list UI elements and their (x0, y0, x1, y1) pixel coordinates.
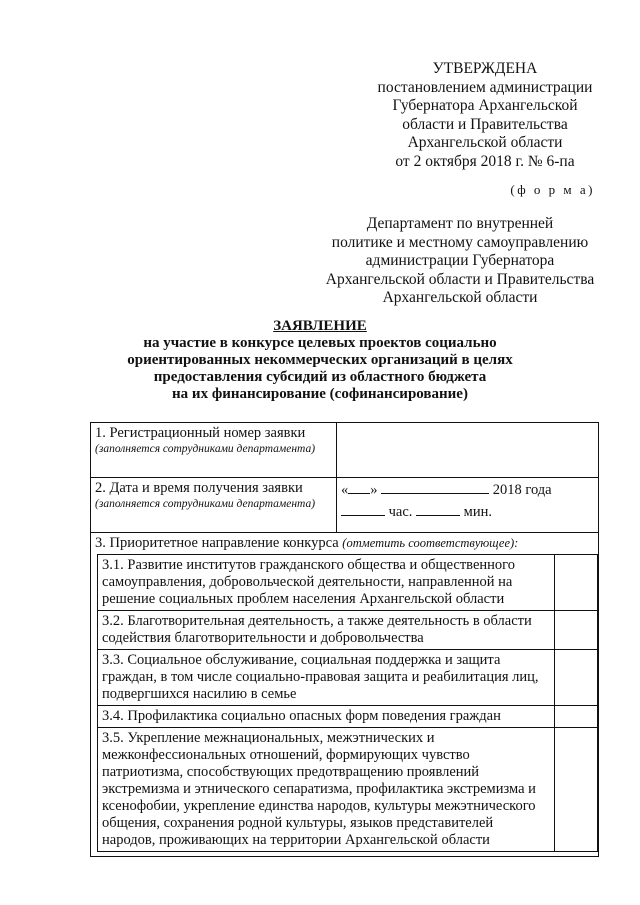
title-heading: ЗАЯВЛЕНИЕ (273, 318, 367, 334)
received-datetime-note: (заполняется сотрудниками департамента) (95, 498, 316, 510)
minutes-blank[interactable] (416, 502, 460, 516)
hours-text: час. (388, 504, 413, 520)
priority-options-table (97, 554, 598, 852)
priority-option-text: 3.2. Благотворительная деятельность, а также деятельность в области содействия благотворительности и добровольчества (98, 611, 555, 650)
date-line (341, 480, 594, 499)
priority-direction-label: 3. Приоритетное направление конкурса (95, 535, 339, 551)
approval-line: УТВЕРЖДЕНА (432, 60, 538, 77)
registration-number-label-cell (91, 423, 337, 478)
title-line: предоставления субсидий из областного бюджета (153, 369, 487, 385)
priority-option-row (98, 706, 598, 728)
addressee-line: Архангельской области и Правительства (325, 270, 595, 288)
priority-option-checkbox[interactable] (555, 728, 598, 852)
month-blank[interactable] (381, 480, 489, 494)
year-text: 2018 года (492, 482, 552, 498)
addressee-line: Архангельской области (382, 289, 538, 307)
day-blank[interactable] (348, 480, 370, 494)
received-datetime-field[interactable] (337, 478, 599, 533)
date-close-quote: » (370, 482, 378, 498)
priority-option-text: 3.1. Развитие институтов гражданского общества и общественного самоуправления, добровольческой деятельности, направленной на решение социальных проблем населения Архангельской области (98, 555, 555, 611)
priority-option-text: 3.3. Социальное обслуживание, социальная поддержка и защита граждан, в том числе социально-правовая защита и реабилитация лиц, подвергшихся насилию в семье (98, 650, 555, 706)
addressee-line: администрации Губернатора (365, 252, 555, 270)
addressee-block (320, 215, 600, 308)
priority-options-row (91, 554, 599, 857)
approval-line: области и Правительства (402, 115, 568, 133)
registration-number-row (91, 423, 599, 478)
received-datetime-row (91, 478, 599, 533)
title-line: на их финансирование (софинансирование) (172, 386, 468, 402)
approval-line: от 2 октября 2018 г. № 6-па (395, 152, 575, 170)
priority-option-checkbox[interactable] (555, 706, 598, 728)
priority-option-row (98, 611, 598, 650)
priority-option-checkbox[interactable] (555, 555, 598, 611)
approval-stamp (360, 60, 610, 172)
priority-option-text: 3.4. Профилактика социально опасных форм поведения граждан (98, 706, 555, 728)
addressee-line: Департамент по внутренней (366, 215, 554, 232)
priority-options-cell (91, 554, 599, 857)
priority-direction-header (91, 533, 599, 555)
registration-number-field[interactable] (337, 423, 599, 478)
form-label: (ф о р м а) (510, 182, 595, 197)
application-form-table (90, 422, 599, 857)
priority-option-text: 3.5. Укрепление межнациональных, межэтнических и межконфессиональных отношений, формирующих чувство патриотизма, способствующих предотвращению проявлений экстремизма и этнического сепаратизма, профилактика экстремизма и ксенофобии, укрепление единства народов, культуры межэтнического общения, сохранения родной культуры, языков представителей народов, проживающих на территории Архангельской области (98, 728, 555, 852)
document-title (80, 318, 560, 403)
approval-line: Губернатора Архангельской (392, 97, 578, 115)
title-line: ориентированных некоммерческих организаций в целях (127, 352, 513, 368)
hours-blank[interactable] (341, 502, 385, 516)
received-datetime-label: 2. Дата и время получения заявки (95, 480, 303, 496)
title-line: на участие в конкурсе целевых проектов социально (143, 335, 497, 351)
registration-number-note: (заполняется сотрудниками департамента) (95, 443, 316, 455)
registration-number-label: 1. Регистрационный номер заявки (95, 425, 306, 441)
minutes-text: мин. (463, 504, 492, 520)
priority-option-checkbox[interactable] (555, 611, 598, 650)
approval-line: постановлением администрации (377, 78, 593, 96)
addressee-line: политике и местному самоуправлению (331, 233, 589, 251)
priority-option-checkbox[interactable] (555, 650, 598, 706)
priority-option-row (98, 650, 598, 706)
date-open-quote: « (341, 482, 349, 498)
priority-option-row (98, 555, 598, 611)
priority-option-row (98, 728, 598, 852)
approval-line: Архангельской области (407, 134, 563, 152)
priority-direction-row (91, 533, 599, 555)
priority-direction-note: (отметить соответствующее): (342, 536, 519, 550)
received-datetime-label-cell (91, 478, 337, 533)
time-line (341, 502, 594, 521)
